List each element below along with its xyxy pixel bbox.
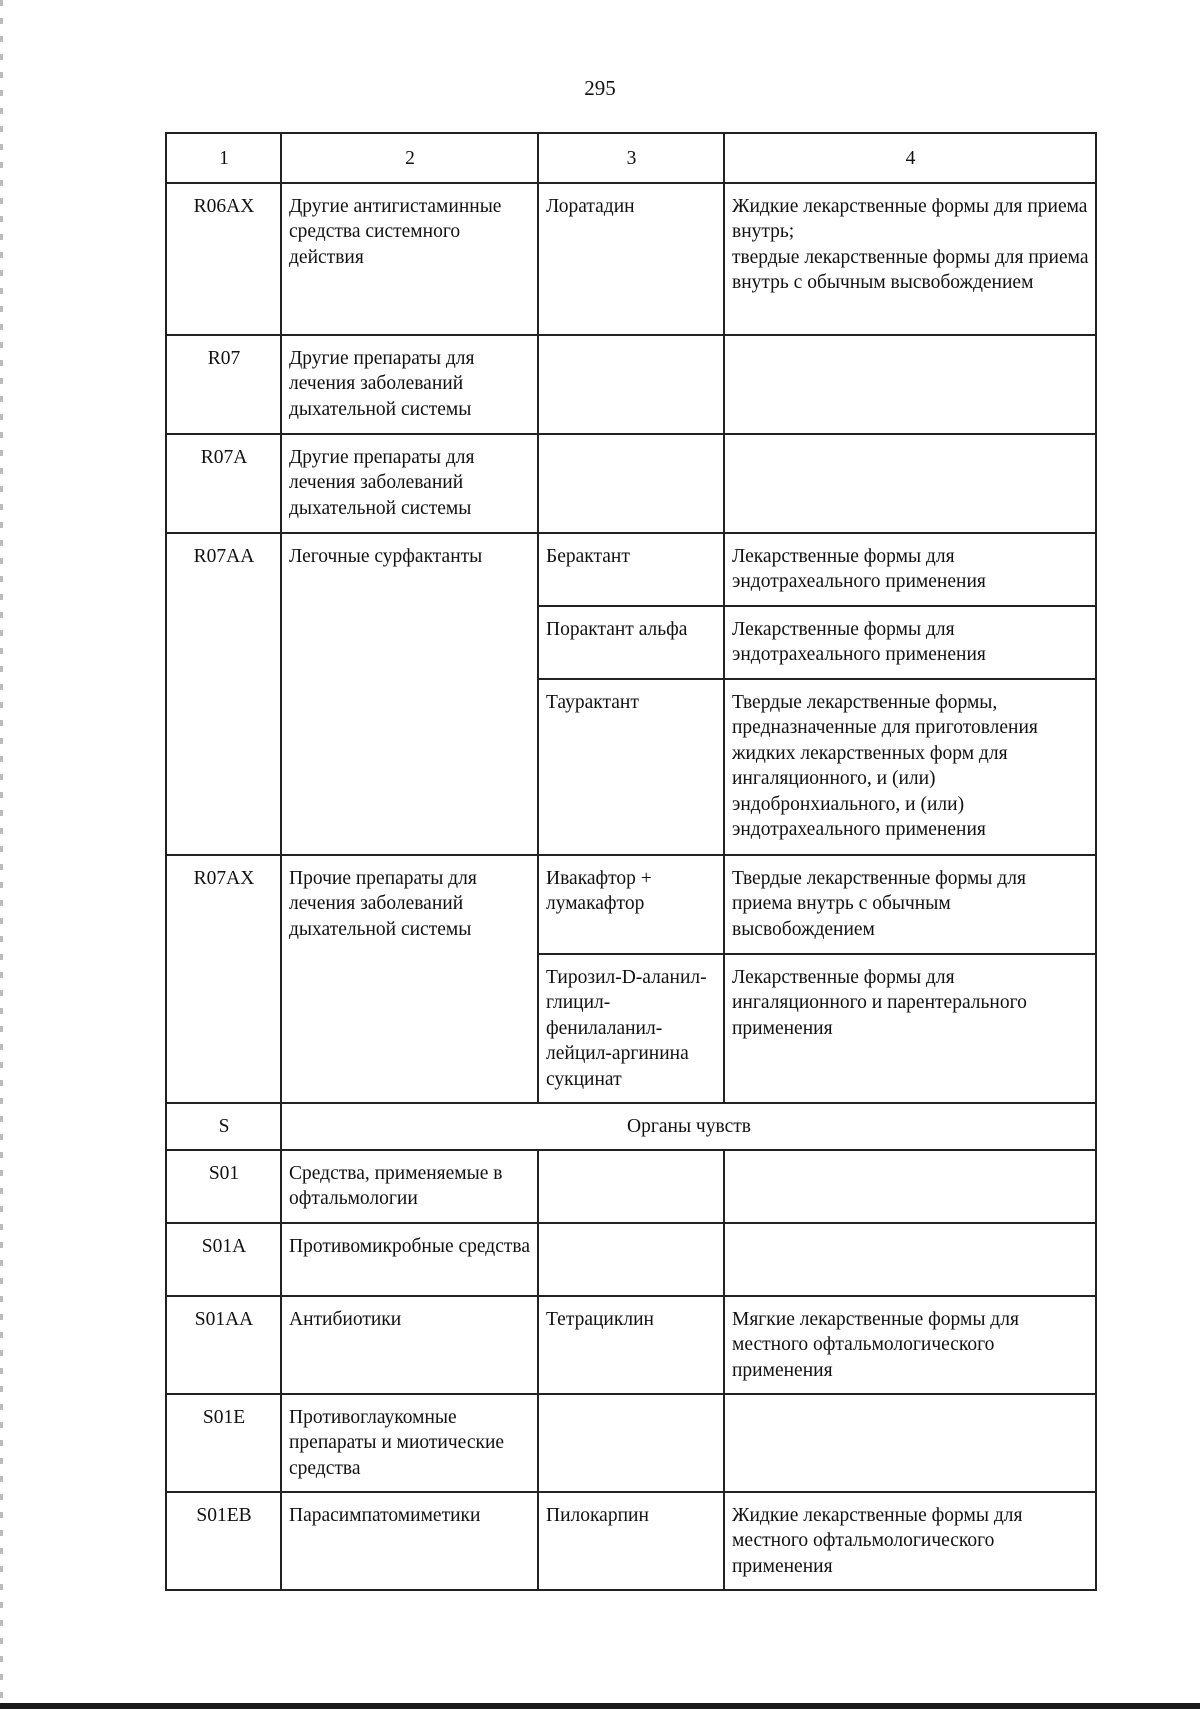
atc-code: S01A	[166, 1223, 281, 1296]
section-row	[166, 1103, 1096, 1150]
atc-group: Другие препараты для лечения заболеваний дыхательной системы	[281, 434, 538, 533]
table-row	[166, 183, 1096, 335]
atc-code: S	[166, 1103, 281, 1150]
drug-name: Лоратадин	[538, 183, 724, 335]
dosage-form: Твердые лекарственные формы для приема внутрь с обычным высвобождением	[724, 855, 1096, 954]
scan-edge	[0, 0, 3, 1709]
dosage-form	[724, 434, 1096, 533]
atc-group: Средства, применяемые в офтальмологии	[281, 1150, 538, 1223]
atc-group: Другие препараты для лечения заболеваний дыхательной системы	[281, 335, 538, 434]
header-cell-3: 3	[538, 133, 724, 183]
table-header-row	[166, 133, 1096, 183]
dosage-form: Мягкие лекарственные формы для местного офтальмологического применения	[724, 1296, 1096, 1394]
drug-name	[538, 1394, 724, 1492]
dosage-form: Лекарственные формы для эндотрахеального применения	[724, 606, 1096, 679]
drug-name: Пилокарпин	[538, 1492, 724, 1590]
drug-name: Порактант альфа	[538, 606, 724, 679]
dosage-form: Лекарственные формы для ингаляционного и парентерального применения	[724, 954, 1096, 1103]
dosage-form	[724, 1150, 1096, 1223]
atc-code: R07A	[166, 434, 281, 533]
atc-code: S01AA	[166, 1296, 281, 1394]
section-title: Органы чувств	[281, 1103, 1096, 1150]
atc-code: S01	[166, 1150, 281, 1223]
drug-name: Тирозил-D-аланил-глицил-фенилаланил-лейцил-аргинина сукцинат	[538, 954, 724, 1103]
dosage-form	[724, 335, 1096, 434]
atc-code: R06AX	[166, 183, 281, 335]
dosage-form	[724, 1394, 1096, 1492]
atc-code: S01E	[166, 1394, 281, 1492]
header-cell-4: 4	[724, 133, 1096, 183]
table-row	[166, 1223, 1096, 1296]
table-row	[166, 434, 1096, 533]
table-row	[166, 335, 1096, 434]
atc-code: R07AA	[166, 533, 281, 855]
table-row	[166, 1394, 1096, 1492]
table-row	[166, 1150, 1096, 1223]
drug-name: Берактант	[538, 533, 724, 606]
atc-group: Прочие препараты для лечения заболеваний дыхательной системы	[281, 855, 538, 1103]
table-row	[166, 533, 1096, 606]
atc-group: Парасимпатомиметики	[281, 1492, 538, 1590]
drug-name	[538, 434, 724, 533]
atc-group: Антибиотики	[281, 1296, 538, 1394]
drug-name: Тетрациклин	[538, 1296, 724, 1394]
table-row	[166, 1492, 1096, 1590]
table-row	[166, 1296, 1096, 1394]
dosage-form: Твердые лекарственные формы, предназначенные для приготовления жидких лекарственных форм для ингаляционного, и (или) эндобронхиального, и (или) эндотрахеального применения	[724, 679, 1096, 855]
atc-group: Противомикробные средства	[281, 1223, 538, 1296]
drug-name	[538, 335, 724, 434]
atc-code: R07	[166, 335, 281, 434]
drug-name: Таурактант	[538, 679, 724, 855]
header-cell-2: 2	[281, 133, 538, 183]
atc-code: R07AX	[166, 855, 281, 1103]
dosage-form	[724, 1223, 1096, 1296]
atc-group: Противоглаукомные препараты и миотические средства	[281, 1394, 538, 1492]
table-row	[166, 855, 1096, 954]
page-number: 295	[584, 76, 616, 100]
header-cell-1: 1	[166, 133, 281, 183]
scan-bottom-edge	[0, 1703, 1200, 1709]
atc-code: S01EB	[166, 1492, 281, 1590]
drug-name: Ивакафтор + лумакафтор	[538, 855, 724, 954]
atc-group: Другие антигистаминные средства системного действия	[281, 183, 538, 335]
dosage-form: Жидкие лекарственные формы для приема внутрь; твердые лекарственные формы для приема внутрь с обычным высвобождением	[724, 183, 1096, 335]
drug-name	[538, 1223, 724, 1296]
dosage-form: Жидкие лекарственные формы для местного офтальмологического применения	[724, 1492, 1096, 1590]
drug-table	[165, 132, 1097, 1591]
dosage-form: Лекарственные формы для эндотрахеального применения	[724, 533, 1096, 606]
atc-group: Легочные сурфактанты	[281, 533, 538, 855]
drug-name	[538, 1150, 724, 1223]
